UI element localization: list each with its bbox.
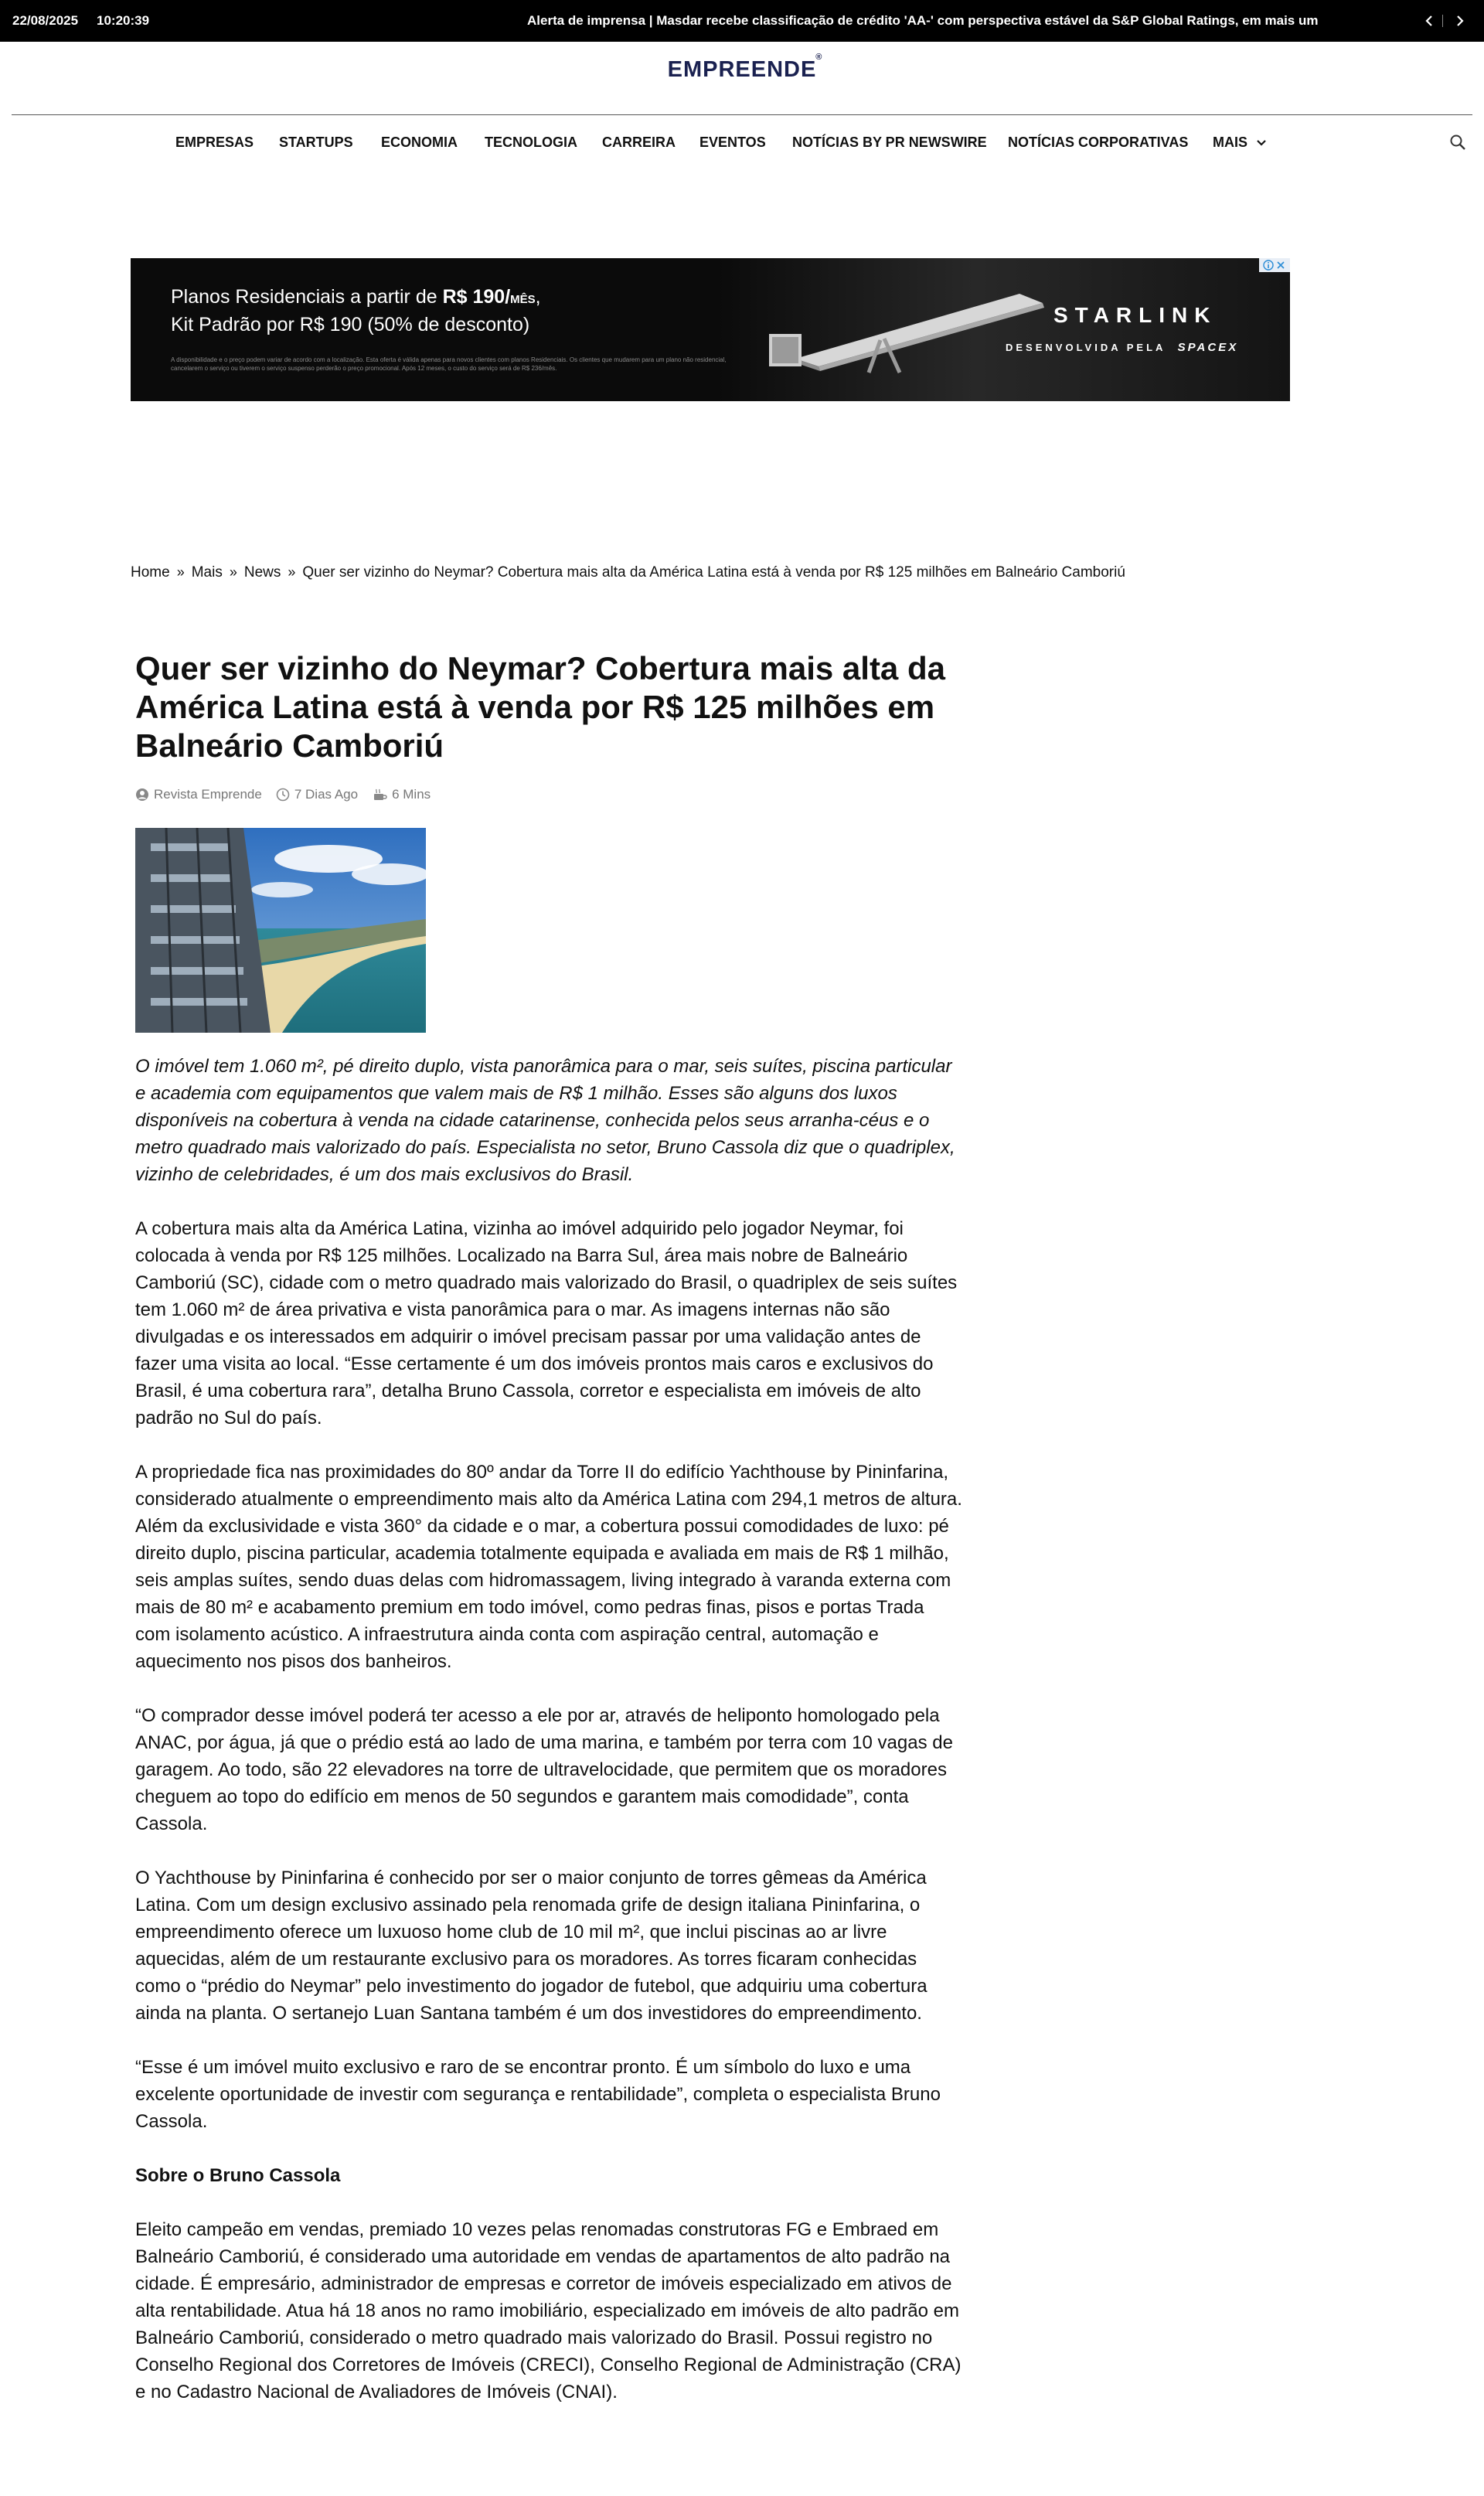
starlink-dish-image xyxy=(764,280,1089,380)
breadcrumb-home[interactable]: Home xyxy=(131,564,170,581)
site-logo[interactable] xyxy=(0,53,1484,83)
nav-item-eventos[interactable]: EVENTOS xyxy=(699,135,766,150)
breadcrumb-separator: » xyxy=(176,564,185,580)
article-date: 7 Dias Ago xyxy=(276,787,358,802)
logo-text[interactable]: EMPREENDE ® xyxy=(667,53,823,82)
registered-mark: ® xyxy=(815,53,823,62)
breadcrumb xyxy=(131,564,1125,581)
article-paragraph: “O comprador desse imóvel poderá ter acesso a ele por ar, através de heliponto homologado pela ANAC, por água, já que o prédio está ao lado de uma marina, e também por terra com 10 vagas de garagem. Ao todo, são 22 elevadores na torre de ultravelocidade, que permitem que os moradores cheguem ao topo do edifício em menos de 50 segundos e garantem mais comodidade”, conta Cassola. xyxy=(135,1705,953,1834)
search-icon xyxy=(1448,133,1467,152)
coffee-icon xyxy=(372,788,387,802)
user-icon xyxy=(135,788,149,802)
article-title: Quer ser vizinho do Neymar? Cobertura mais alta da América Latina está à venda por R$ 125 milhões em Balneário Camboriú xyxy=(135,650,945,764)
nav-item-carreira[interactable]: CARREIRA xyxy=(602,135,676,150)
ad-fine-print: A disponibilidade e o preço podem variar de acordo com a localização. Esta oferta é válida apenas para novos clientes com planos Residenciais. Os clientes que mudarem para um plano não residencial, cancelarem o serviço ou tiverem o serviço suspenso perderão o preço promocional. Após 12 meses, o custo do serviço será de R$ 236/mês. xyxy=(171,356,727,372)
nav-item-startups[interactable]: STARTUPS xyxy=(279,135,353,150)
ad-close-icon xyxy=(1275,260,1286,271)
chevron-down-icon xyxy=(1256,139,1267,147)
ticker-next-button[interactable] xyxy=(1452,12,1469,30)
nav-item-noticias-corporativas[interactable]: NOTÍCIAS CORPORATIVAS xyxy=(1008,135,1189,150)
breadcrumb-news[interactable]: News xyxy=(243,564,281,581)
ad-headline: Planos Residenciais a partir de R$ 190/MÊS, xyxy=(171,286,541,308)
breadcrumb-separator: » xyxy=(288,564,296,580)
ad-subheadline: Kit Padrão por R$ 190 (50% de desconto) xyxy=(171,314,530,335)
current-time: 10:20:39 xyxy=(97,13,150,28)
ticker-divider xyxy=(1442,15,1443,27)
article-read-time: 6 Mins xyxy=(372,787,431,802)
article-paragraph: “Esse é um imóvel muito exclusivo e raro de se encontrar pronto. É um símbolo do luxo e uma excelente oportunidade de investir com segurança e rentabilidade”, completa o especialista Bruno Cassola. xyxy=(135,2057,941,2132)
top-bar xyxy=(0,0,1484,42)
nav-item-mais-label: MAIS xyxy=(1213,135,1247,150)
nav-item-economia[interactable]: ECONOMIA xyxy=(381,135,458,150)
current-date: 22/08/2025 xyxy=(12,13,79,28)
breadcrumb-current: Quer ser vizinho do Neymar? Cobertura mais alta da América Latina está à venda por R$ 125 milhões em Balneário Camboriú xyxy=(302,564,1125,581)
nav-item-tecnologia[interactable]: TECNOLOGIA xyxy=(485,135,577,150)
ad-choices[interactable] xyxy=(1259,258,1290,272)
article-author[interactable]: Revista Emprende xyxy=(135,787,262,802)
breadcrumb-separator: » xyxy=(229,564,237,580)
chevron-left-icon xyxy=(1424,15,1434,27)
search-button[interactable] xyxy=(1448,133,1467,152)
news-ticker[interactable]: Alerta de imprensa | Masdar recebe classificação de crédito 'AA-' com perspectiva estável da S&P Global Ratings, em mais um xyxy=(527,13,1319,28)
article-subheading: Sobre o Bruno Cassola xyxy=(135,2165,341,2186)
header-divider xyxy=(12,114,1472,115)
nav-item-empresas[interactable]: EMPRESAS xyxy=(175,135,254,150)
main-nav xyxy=(0,127,1484,158)
ad-brand-sub: DESENVOLVIDA PELA SPACEX xyxy=(1006,341,1239,354)
article-body xyxy=(135,1053,962,2433)
starlink-ad-banner[interactable] xyxy=(131,258,1290,401)
clock-icon xyxy=(276,788,290,802)
chevron-right-icon xyxy=(1455,15,1465,27)
nav-item-pr-newswire[interactable]: NOTÍCIAS BY PR NEWSWIRE xyxy=(792,135,987,150)
article-paragraph: A cobertura mais alta da América Latina, vizinha ao imóvel adquirido pelo jogador Neymar, foi colocada à venda por R$ 125 milhões. Localizado na Barra Sul, área mais nobre de Balneário Camboriú (SC), cidade com o metro quadrado mais valorizado do Brasil, o quadriplex de seis suítes tem 1.060 m² de área privativa e vista panorâmica para o mar. As imagens internas não são divulgadas e os interessados em adquirir o imóvel precisam passar por uma validação antes de fazer uma visita ao local. “Esse certamente é um dos imóveis prontos mais caros e exclusivos do Brasil, é uma cobertura rara”, detalha Bruno Cassola, corretor e especialista em imóveis de alto padrão no Sul do país. xyxy=(135,1218,958,1428)
article-paragraph: A propriedade fica nas proximidades do 80º andar da Torre II do edifício Yachthouse by Pininfarina, considerado atualmente o empreendimento mais alto da América Latina com 294,1 metros de altura. Além da exclusividade e vista 360° da cidade e o mar, a cobertura possui comodidades de luxo: pé direito duplo, piscina particular, academia totalmente equipada e avaliada em mais de R$ 1 milhão, seis amplas suítes, sendo duas delas com hidromassagem, living integrado à varanda externa com mais de 80 m² e acabamento premium em todo imóvel, como pedras finas, pisos e portas Trada com isolamento acústico. A infraestrutura ainda conta com aspiração central, automação e aquecimento nos pisos dos banheiros. xyxy=(135,1462,962,1672)
building-photo xyxy=(135,828,426,1033)
article-lede: O imóvel tem 1.060 m², pé direito duplo, vista panorâmica para o mar, seis suítes, piscina particular e academia com equipamentos que valem mais de R$ 1 milhão. Esses são alguns dos luxos disponíveis na cobertura à venda na cidade catarinense, conhecida pelos seus arranha-céus e o metro quadrado mais valorizado do país. Especialista no setor, Bruno Cassola diz que o quadriplex, vizinho de celebridades, é um dos mais exclusivos do Brasil. xyxy=(135,1056,955,1185)
ticker-prev-button[interactable] xyxy=(1421,12,1438,30)
article-paragraph: Eleito campeão em vendas, premiado 10 vezes pelas renomadas construtoras FG e Embraed em Balneário Camboriú, é considerado uma autoridade em vendas de apartamentos de alto padrão na cidade. É empresário, administrador de empresas e corretor de imóveis especializado em ativos de alta rentabilidade. Atua há 18 anos no ramo imobiliário, especializado em imóveis de alto padrão em Balneário Camboriú, considerado o metro quadrado mais valorizado do Brasil. Possui registro no Conselho Regional dos Corretores de Imóveis (CRECI), Conselho Regional de Administração (CRA) e no Cadastro Nacional de Avaliadores de Imóveis (CNAI). xyxy=(135,2219,962,2402)
nav-item-mais[interactable] xyxy=(1213,127,1267,158)
breadcrumb-mais[interactable]: Mais xyxy=(191,564,223,581)
ad-info-icon xyxy=(1263,260,1274,271)
ad-brand-name: STARLINK xyxy=(1053,303,1217,327)
article-meta xyxy=(135,787,444,802)
article-hero-image[interactable] xyxy=(135,828,426,1033)
article-paragraph: O Yachthouse by Pininfarina é conhecido por ser o maior conjunto de torres gêmeas da América Latina. Com um design exclusivo assinado pela renomada grife de design italiana Pininfarina, o empreendimento oferece um luxuoso home club de 10 mil m², que inclui piscinas ao ar livre aquecidas, além de um restaurante exclusivo para os moradores. As torres ficaram conhecidas como o “prédio do Neymar” pelo investimento do jogador de futebol, que adquiriu uma cobertura ainda na planta. O sertanejo Luan Santana também é um dos investidores do empreendimento. xyxy=(135,1868,928,2024)
